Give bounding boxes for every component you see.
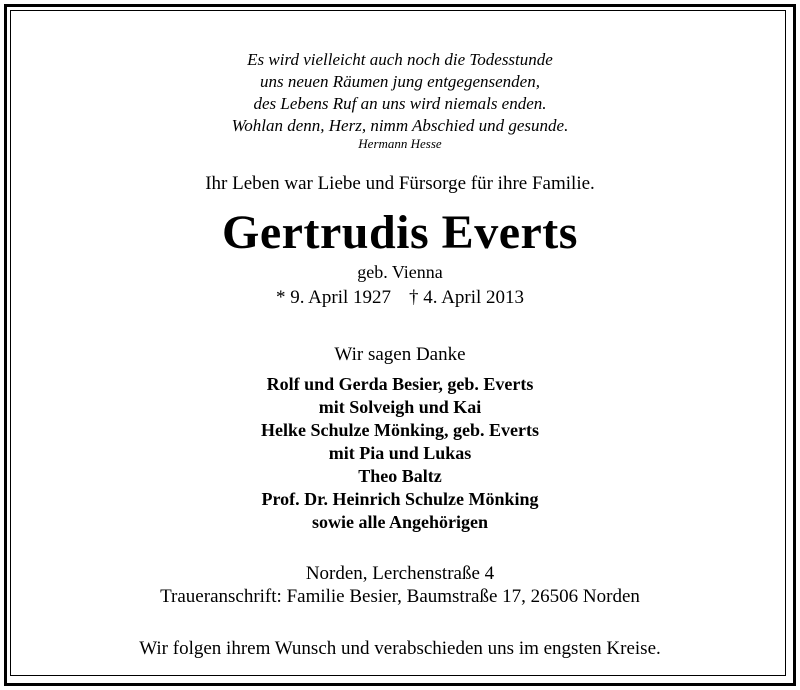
death-date: † 4. April 2013 bbox=[409, 287, 525, 308]
poem-line: uns neuen Räumen jung entgegensenden, bbox=[260, 72, 540, 91]
location-address: Norden, Lerchenstraße 4 bbox=[305, 563, 495, 584]
family-line: Prof. Dr. Heinrich Schulze Mönking bbox=[261, 489, 539, 509]
birth-date: * 9. April 1927 bbox=[275, 287, 391, 308]
poem-line: Wohlan denn, Herz, nimm Abschied und gesunde. bbox=[231, 116, 569, 135]
poem-author: Hermann Hesse bbox=[358, 136, 442, 151]
maiden-name: geb. Vienna bbox=[357, 262, 443, 282]
poem-line: des Lebens Ruf an uns wird niemals enden. bbox=[253, 94, 547, 113]
closing-text: Wir folgen ihrem Wunsch und verabschieden uns im engsten Kreise. bbox=[139, 638, 661, 659]
family-line: Theo Baltz bbox=[358, 466, 442, 486]
deceased-name: Gertrudis Everts bbox=[222, 206, 578, 259]
poem-line: Es wird vielleicht auch noch die Todesstunde bbox=[247, 50, 553, 69]
mourning-address: Traueranschrift: Familie Besier, Baumstraße 17, 26506 Norden bbox=[160, 586, 640, 607]
intro-text: Ihr Leben war Liebe und Fürsorge für ihre Familie. bbox=[205, 173, 595, 194]
family-line: mit Pia und Lukas bbox=[328, 443, 472, 463]
family-line: Rolf und Gerda Besier, geb. Everts bbox=[266, 374, 534, 394]
family-line: mit Solveigh und Kai bbox=[318, 397, 482, 417]
thanks-heading: Wir sagen Danke bbox=[334, 344, 466, 365]
family-line: sowie alle Angehörigen bbox=[312, 512, 488, 532]
family-line: Helke Schulze Mönking, geb. Everts bbox=[261, 420, 539, 440]
life-dates bbox=[0, 287, 800, 309]
